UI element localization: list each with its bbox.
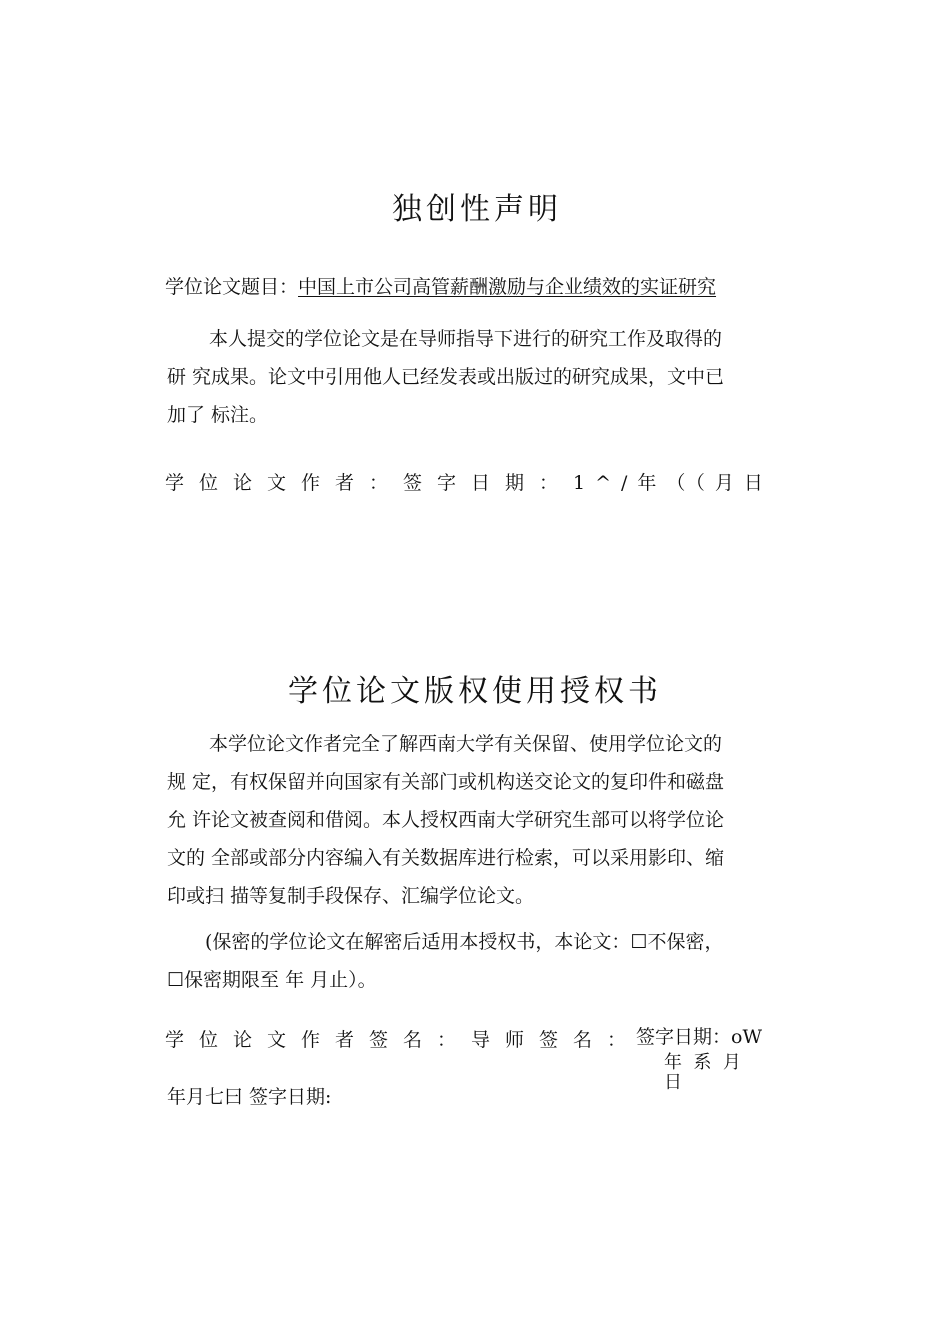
confidential-line: ☐保密期限至 年 月止）。 <box>167 969 377 991</box>
declaration-title: 独创性声明 <box>392 192 562 227</box>
authorization-line: 允 许论文被查阅和借阅。本人授权西南大学研究生部可以将学位论 <box>167 809 725 831</box>
declaration-paragraph <box>167 320 782 434</box>
authorization-title: 学位论文版权使用授权书 <box>288 674 662 709</box>
thesis-title: 中国上市公司高管薪酬激励与企业绩效的实证研究 <box>298 276 717 298</box>
authorization-line: 文的 全部或部分内容编入有关数据库进行检索，可以采用影印、缩 <box>167 847 725 869</box>
authorization-date-stack-line: 日 <box>664 1072 682 1093</box>
authorization-signature-label: 学位论文作者签名：导师签名： <box>165 1029 642 1051</box>
authorization-date-label: 签字日期：oW <box>636 1026 762 1048</box>
thesis-title-row <box>165 268 716 306</box>
declaration-date: 1^/年（（月日 <box>573 472 773 494</box>
authorization-date-stack-line: 年 系 月 <box>664 1052 741 1073</box>
authorization-bottom-line: 年月七曰 签字日期: <box>167 1086 332 1108</box>
authorization-date-stack <box>664 1053 741 1093</box>
declaration-line: 研 究成果。论文中引用他人已经发表或出版过的研究成果，文中已 <box>167 366 725 388</box>
declaration-line: 加了 标注。 <box>167 404 269 426</box>
declaration-signature-label: 学位论文作者：签字日期： <box>165 472 574 494</box>
confidential-line: (保密的学位论文在解密后适用本授权书，本论文：☐不保密， <box>205 931 724 953</box>
declaration-signature-row <box>165 468 773 495</box>
authorization-line: 印或扫 描等复制手段保存、汇编学位论文。 <box>167 885 535 907</box>
authorization-line: 本学位论文作者完全了解西南大学有关保留、使用学位论文的 <box>209 733 723 755</box>
thesis-title-label: 学位论文题目： <box>165 276 299 298</box>
declaration-line: 本人提交的学位论文是在导师指导下进行的研究工作及取得的 <box>209 328 723 350</box>
confidential-paragraph <box>167 923 782 999</box>
authorization-paragraph <box>167 725 782 915</box>
authorization-line: 规 定，有权保留并向国家有关部门或机构送交论文的复印件和磁盘 <box>167 771 725 793</box>
